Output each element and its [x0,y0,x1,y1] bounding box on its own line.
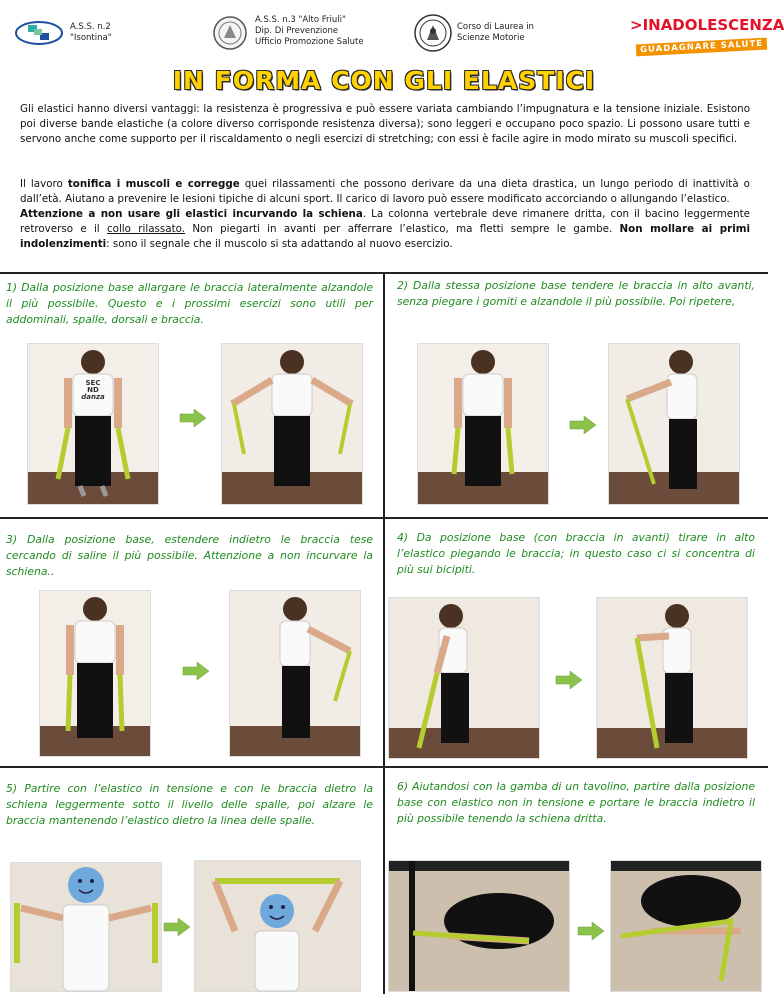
row-divider-3 [0,766,768,768]
in-adolescenza-logo: >INADOLESCENZA GUADAGNARE SALUTE [630,16,784,56]
exercise-5-text: 5) Partire con l’elastico in tensione e con le braccia dietro la schiena leggermente sotto il livello delle spalle, poi alzare le braccia mantenendo l’elastico dietro la linea delle spalle. [6,782,373,827]
exercise-3-photo-start [39,590,151,757]
corso-text: Corso di Laurea in Scienze Motorie [457,22,534,43]
ass-isontina-text: A.S.S. n.2 "Isontina" [70,22,112,43]
exercise-3-photo-end [229,590,361,757]
arrow-right-icon [556,671,582,689]
exercise-5-photo-end [194,860,361,992]
intro-paragraph-3: Attenzione a non usare gli elastici incurvando la schiena. La colonna vertebrale deve rimanere dritta, con il bacino leggermente retroverso e il collo rilassato. Non piegarti in avanti per afferrare l’elastico, ma fletti sempre le gambe. Non mollare ai primi indolenzimenti: sono il segnale che il muscolo si sta adattando al nuovo esercizio. [20,208,751,250]
arrow-right-icon [164,918,190,936]
exercise-1-photo-end [221,343,363,505]
intro-paragraph-2: Il lavoro tonifica i muscoli e corregge quei rilassamenti che possono derivare da una dieta drastica, un lungo periodo di inattività o dall’età. Aiutano a prevenire le lesioni tipiche di alcuni sport. Il carico di lavoro può essere modificato accorciando o allungando l’elastico. [20,178,750,205]
exercise-4-text: 4) Da posizione base (con braccia in avanti) tirare in alto l’elastico piegando le braccia; in questo caso ci si concentra di più sui bicipiti. [397,531,755,576]
ass-altofriuli-text: A.S.S. n.3 "Alto Friuli" Dip. Di Prevenzione Ufficio Promozione Salute [255,15,364,47]
shirt-print: SEC ND danza [81,379,105,401]
exercise-1-text: 1) Dalla posizione base allargare le braccia lateralmente alzandole il più possibile. Questo e i prossimi esercizi sono utili per addominali, spalle, dorsali e braccia. [6,281,373,326]
intro-paragraph-1: Gli elastici hanno diversi vantaggi: la resistenza è progressiva e può essere variata cambiando l’impugnatura e la tensione iniziale. Esistono poi diverse bande elastiche (a colore diverso corrisponde resistenza diversa); sono leggeri e occupano poco spazio. Li possono usare tutti e servono anche come supporto per il riscaldamento o negli esercizi di stretching; con essi è facile agire in modo mirato su muscoli specifici. [20,103,750,145]
arrow-right-icon [578,922,604,940]
exercise-6-text: 6) Aiutandosi con la gamba di un tavolino, partire dalla posizione base con elastico non in tensione e portare le braccia indietro il più possibile tenendo la schiena dritta. [397,780,755,825]
ass-isontina-logo [14,20,64,46]
exercise-3-text: 3) Dalla posizione base, estendere indietro le braccia tese cercando di salire il più possibile. Attenzione a non incurvare la schiena.. [6,533,373,578]
exercise-4-photo-start [388,597,540,759]
exercise-2-photo-end [608,343,740,505]
university-seal-icon [413,13,453,53]
arrow-right-icon [180,409,206,427]
arrow-right-icon [183,662,209,680]
exercise-6-photo-start [388,860,570,992]
exercise-4-photo-end [596,597,748,759]
exercise-1-photo-start [27,343,159,505]
exercise-2-text: 2) Dalla stessa posizione base tendere le braccia in alto avanti, senza piegare i gomiti e alzandole il più possibile. Poi ripetere, [397,279,755,308]
arrow-right-icon [570,416,596,434]
exercise-6-photo-end [610,860,762,992]
exercise-5-photo-start [10,862,162,992]
page-title: IN FORMA CON GLI ELASTICI [172,66,596,95]
exercise-2-photo-start [417,343,549,505]
row-divider-2 [0,517,768,519]
ass-altofriuli-seal-icon [212,14,248,52]
column-divider [383,272,385,994]
row-divider-1 [0,272,768,274]
